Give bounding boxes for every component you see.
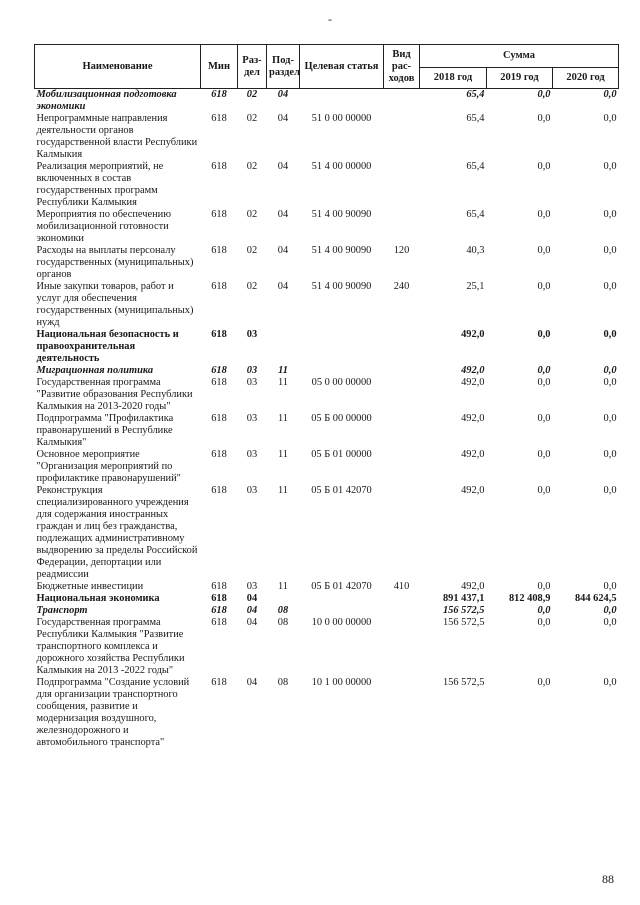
cell-sum-2020: 0,0 <box>603 329 617 340</box>
cell-min: 618 <box>211 329 227 340</box>
header-razdel: Раз-дел <box>238 45 267 89</box>
header-podrazdel: Под-раздел <box>267 45 300 89</box>
cell-expense-type: 120 <box>393 245 410 256</box>
cell-name: Миграционная политика <box>36 365 154 376</box>
cell-expense-type <box>384 593 420 605</box>
cell-expense-type <box>384 113 420 161</box>
cell-name: Бюджетные инвестиции <box>36 581 144 592</box>
cell-sum-2020: 0,0 <box>603 677 617 688</box>
cell-name: Реализация мероприятий, не включенных в состав государственных программ Республики Калмыкия <box>36 161 164 208</box>
cell-target-article: 51 4 00 90090 <box>311 245 372 256</box>
cell-target-article: 51 0 00 00000 <box>311 113 372 124</box>
cell-sum-2019: 0,0 <box>537 677 551 688</box>
table-row <box>35 617 619 677</box>
cell-target-article: 51 4 00 90090 <box>311 281 372 292</box>
cell-podrazdel: 11 <box>277 413 288 424</box>
header-min: Мин <box>201 45 238 89</box>
cell-min: 618 <box>211 605 227 616</box>
table-row <box>35 377 619 413</box>
cell-name: Государственная программа Республики Калмыкия "Развитие транспортного комплекса и дорожного хозяйства Республики Калмыкия на 2013 -2022 годы" <box>36 617 185 676</box>
cell-razdel: 03 <box>246 377 258 388</box>
cell-sum-2019: 0,0 <box>537 581 551 592</box>
cell-sum-2018: 492,0 <box>461 413 485 424</box>
header-year-2019: 2019 год <box>487 68 553 89</box>
cell-min: 618 <box>211 449 227 460</box>
cell-podrazdel: 04 <box>277 281 289 292</box>
table-row <box>35 89 619 114</box>
table-row <box>35 281 619 329</box>
cell-target-article: 51 4 00 00000 <box>311 161 372 172</box>
cell-sum-2018: 65,4 <box>466 161 485 172</box>
cell-podrazdel: 04 <box>277 161 289 172</box>
cell-podrazdel: 04 <box>277 209 289 220</box>
cell-podrazdel: 08 <box>277 617 289 628</box>
cell-sum-2018: 156 572,5 <box>442 617 485 628</box>
cell-sum-2019: 0,0 <box>537 413 551 424</box>
cell-expense-type <box>384 89 420 114</box>
cell-sum-2020: 844 624,5 <box>574 593 617 604</box>
cell-sum-2018: 25,1 <box>466 281 485 292</box>
top-mark: - <box>328 12 332 26</box>
cell-sum-2018: 156 572,5 <box>442 605 485 616</box>
cell-razdel: 02 <box>246 161 258 172</box>
cell-expense-type <box>384 329 420 365</box>
cell-razdel: 03 <box>246 329 258 340</box>
cell-sum-2019: 0,0 <box>537 113 551 124</box>
cell-target-article <box>300 329 384 365</box>
cell-sum-2018: 492,0 <box>461 377 485 388</box>
cell-min: 618 <box>211 677 227 688</box>
cell-sum-2019: 0,0 <box>537 605 551 616</box>
cell-target-article: 05 Б 01 42070 <box>311 485 372 496</box>
budget-table <box>34 44 619 749</box>
cell-sum-2019: 0,0 <box>537 281 551 292</box>
cell-razdel: 03 <box>246 449 258 460</box>
cell-sum-2020: 0,0 <box>603 617 617 628</box>
table-row <box>35 485 619 581</box>
cell-sum-2018: 492,0 <box>461 365 485 376</box>
cell-target-article <box>300 89 384 114</box>
cell-razdel: 03 <box>246 581 258 592</box>
cell-expense-type <box>384 209 420 245</box>
cell-razdel: 02 <box>246 113 258 124</box>
cell-razdel: 04 <box>246 605 258 616</box>
cell-target-article: 10 0 00 00000 <box>311 617 372 628</box>
cell-sum-2018: 65,4 <box>466 113 485 124</box>
cell-target-article <box>300 365 384 377</box>
cell-min: 618 <box>211 581 227 592</box>
table-row <box>35 413 619 449</box>
cell-min: 618 <box>211 281 227 292</box>
cell-sum-2020: 0,0 <box>603 209 617 220</box>
cell-name: Государственная программа "Развитие образования Республики Калмыкия на 2013-2020 годы" <box>36 377 193 412</box>
cell-sum-2020: 0,0 <box>603 245 617 256</box>
cell-podrazdel: 11 <box>278 365 288 376</box>
cell-expense-type <box>384 377 420 413</box>
cell-target-article: 10 1 00 00000 <box>311 677 372 688</box>
cell-razdel: 02 <box>246 245 258 256</box>
cell-sum-2018: 492,0 <box>461 449 485 460</box>
cell-podrazdel: 11 <box>277 377 288 388</box>
cell-min: 618 <box>211 593 227 604</box>
cell-min: 618 <box>211 377 227 388</box>
cell-sum-2019: 0,0 <box>537 377 551 388</box>
table-row <box>35 113 619 161</box>
cell-sum-2018: 65,4 <box>466 209 485 220</box>
cell-podrazdel: 04 <box>277 245 289 256</box>
cell-expense-type <box>384 449 420 485</box>
cell-sum-2019: 0,0 <box>537 245 551 256</box>
cell-name: Мобилизационная подготовка экономики <box>36 89 177 112</box>
cell-expense-type <box>384 605 420 617</box>
table-row <box>35 605 619 617</box>
cell-target-article <box>300 605 384 617</box>
cell-name: Иные закупки товаров, работ и услуг для обеспечения государственных (муниципальных) нужд <box>36 281 194 328</box>
cell-min: 618 <box>211 365 227 376</box>
cell-name: Непрограммные направления деятельности органов государственной власти Республики Калмыкия <box>36 113 198 160</box>
cell-target-article <box>300 593 384 605</box>
cell-sum-2020: 0,0 <box>603 281 617 292</box>
cell-sum-2018: 156 572,5 <box>442 677 485 688</box>
cell-sum-2019: 0,0 <box>537 161 551 172</box>
cell-name: Основное мероприятие "Организация мероприятий по профилактике правонарушений" <box>36 449 181 484</box>
cell-sum-2020: 0,0 <box>603 365 617 376</box>
cell-razdel: 02 <box>246 209 258 220</box>
cell-sum-2020: 0,0 <box>603 377 617 388</box>
cell-sum-2018: 40,3 <box>466 245 485 256</box>
cell-expense-type: 240 <box>393 281 410 292</box>
cell-podrazdel: 11 <box>277 485 288 496</box>
cell-target-article: 05 Б 01 00000 <box>311 449 372 460</box>
cell-name: Мероприятия по обеспечению мобилизационной готовности экономики <box>36 209 171 244</box>
cell-sum-2019: 0,0 <box>537 485 551 496</box>
header-year-2020: 2020 год <box>553 68 619 89</box>
table-row <box>35 245 619 281</box>
table-row <box>35 329 619 365</box>
cell-min: 618 <box>211 113 227 124</box>
cell-sum-2020: 0,0 <box>603 581 617 592</box>
table-body <box>35 89 619 750</box>
cell-sum-2019: 0,0 <box>537 449 551 460</box>
cell-min: 618 <box>211 89 227 100</box>
cell-name: Национальная безопасность и правоохранительная деятельность <box>36 329 179 364</box>
cell-sum-2018: 891 437,1 <box>442 593 485 604</box>
cell-expense-type <box>384 413 420 449</box>
header-target-article: Целевая статья <box>300 45 384 89</box>
cell-sum-2018: 492,0 <box>461 485 485 496</box>
cell-expense-type <box>384 485 420 581</box>
cell-sum-2020: 0,0 <box>603 485 617 496</box>
cell-expense-type <box>384 365 420 377</box>
cell-expense-type: 410 <box>393 581 410 592</box>
table-row <box>35 677 619 749</box>
cell-min: 618 <box>211 413 227 424</box>
cell-sum-2019: 812 408,9 <box>508 593 551 604</box>
cell-razdel: 02 <box>246 281 258 292</box>
cell-name: Национальная экономика <box>36 593 160 604</box>
header-expense-type: Вид рас-ходов <box>384 45 420 89</box>
cell-name: Реконструкция специализированного учреждения для содержания иностранных граждан и лиц без гражданства, подлежащих административному выдворению за пределы Российской Федерации, депортации или реадмиссии <box>36 485 198 580</box>
cell-target-article: 05 0 00 00000 <box>311 377 372 388</box>
table-row <box>35 593 619 605</box>
cell-sum-2019: 0,0 <box>537 89 551 100</box>
cell-target-article: 05 Б 01 42070 <box>311 581 372 592</box>
cell-podrazdel: 08 <box>277 605 289 616</box>
cell-sum-2018: 492,0 <box>461 581 485 592</box>
cell-sum-2019: 0,0 <box>537 617 551 628</box>
cell-sum-2020: 0,0 <box>603 89 617 100</box>
table-row <box>35 365 619 377</box>
cell-podrazdel: 08 <box>277 677 289 688</box>
cell-expense-type <box>384 617 420 677</box>
cell-name: Подпрограмма "Профилактика правонарушений в Республике Калмыкия" <box>36 413 174 448</box>
cell-razdel: 04 <box>246 593 258 604</box>
table-row <box>35 161 619 209</box>
cell-name: Транспорт <box>36 605 88 616</box>
cell-min: 618 <box>211 617 227 628</box>
header-summa: Сумма <box>420 45 619 68</box>
cell-sum-2019: 0,0 <box>537 365 551 376</box>
cell-sum-2020: 0,0 <box>603 113 617 124</box>
cell-sum-2020: 0,0 <box>603 449 617 460</box>
table-row <box>35 209 619 245</box>
page-number: 88 <box>602 872 614 886</box>
cell-razdel: 04 <box>246 677 258 688</box>
cell-podrazdel: 11 <box>277 581 288 592</box>
cell-expense-type <box>384 677 420 749</box>
table-row <box>35 581 619 593</box>
cell-sum-2019: 0,0 <box>537 209 551 220</box>
header-year-2018: 2018 год <box>420 68 487 89</box>
cell-podrazdel: 04 <box>277 113 289 124</box>
cell-target-article: 05 Б 00 00000 <box>311 413 372 424</box>
cell-expense-type <box>384 161 420 209</box>
cell-sum-2018: 65,4 <box>466 89 485 100</box>
header-name: Наименование <box>35 45 201 89</box>
cell-razdel: 03 <box>246 485 258 496</box>
table-row <box>35 449 619 485</box>
cell-razdel: 03 <box>246 365 258 376</box>
cell-min: 618 <box>211 485 227 496</box>
cell-sum-2020: 0,0 <box>603 413 617 424</box>
cell-podrazdel: 11 <box>277 449 288 460</box>
cell-min: 618 <box>211 161 227 172</box>
cell-sum-2020: 0,0 <box>603 161 617 172</box>
cell-razdel: 04 <box>246 617 258 628</box>
cell-razdel: 02 <box>246 89 258 100</box>
cell-razdel: 03 <box>246 413 258 424</box>
cell-podrazdel <box>267 593 300 605</box>
cell-podrazdel <box>267 329 300 365</box>
cell-sum-2020: 0,0 <box>603 605 617 616</box>
cell-sum-2018: 492,0 <box>461 329 485 340</box>
cell-sum-2019: 0,0 <box>537 329 551 340</box>
cell-min: 618 <box>211 245 227 256</box>
cell-podrazdel: 04 <box>277 89 289 100</box>
cell-min: 618 <box>211 209 227 220</box>
cell-target-article: 51 4 00 90090 <box>311 209 372 220</box>
cell-name: Подпрограмма "Создание условий для организации транспортного сообщения, развитие и модернизация воздушного, железнодорожного и автомобильного транспорта" <box>36 677 190 748</box>
cell-name: Расходы на выплаты персоналу государственных (муниципальных) органов <box>36 245 194 280</box>
